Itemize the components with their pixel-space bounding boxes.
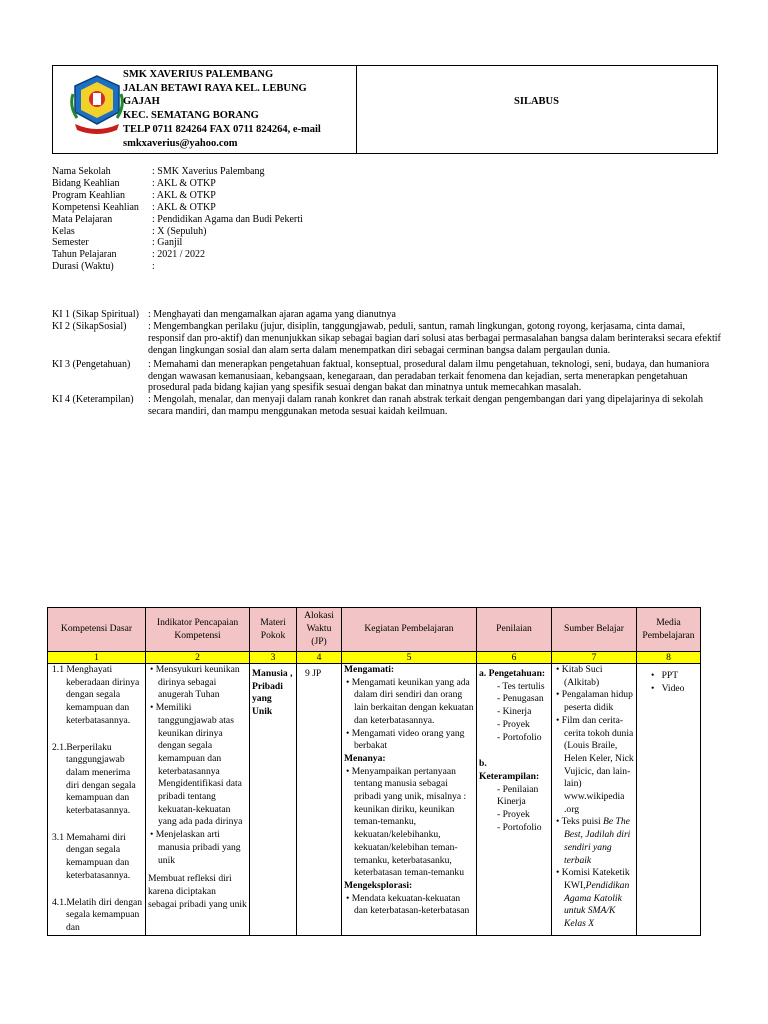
info-value: : AKL & OTKP bbox=[152, 177, 216, 189]
ki-label: KI 1 (Sikap Spiritual) bbox=[52, 309, 139, 320]
syllabus-table bbox=[47, 607, 701, 936]
info-value: : AKL & OTKP bbox=[152, 189, 216, 201]
column-number: 1 bbox=[48, 652, 146, 664]
kegiatan-item: • Mengamati video orang yang berbakat bbox=[346, 727, 465, 752]
alokasi-cell: 9 JP bbox=[297, 664, 342, 936]
info-label: Bidang Keahlian bbox=[52, 177, 120, 189]
info-value: : X (Sepuluh) bbox=[152, 225, 207, 237]
media-item: • Video bbox=[651, 682, 685, 694]
ki-text: : Memahami dan menerapkan pengetahuan faktual, konseptual, prosedural dalam ilmu pengetahuan, teknologi, seni, budaya, dan humaniora dengan wawasan kemanusiaan, kebangsaan, kenegaraan, dan peradaban terkait fenomena dan kejadian, serta menerapkan pengetahuan prosedural pada bidang kajian yang spesifik sesuai dengan bakat dan minatnya untuk memecahkan masalah. bbox=[148, 358, 710, 394]
indikator-item: • Mensyukuri keunikan dirinya sebagai anugerah Tuhan bbox=[150, 664, 240, 701]
document-title: SILABUS bbox=[514, 95, 559, 107]
kegiatan-item: • Menyampaikan pertanyaan tentang manusia sebagai pribadi yang unik, misalnya : keunikan diriku, keunikan teman-temanku, kekuatan/kelebihanku, kekuatan/kelebihan teman-temanku, keterbatasanku, keterbatasan teman-temanku bbox=[346, 765, 467, 879]
kegiatan-heading: Mengamati: bbox=[344, 664, 395, 675]
penilaian-item: - Portofolio bbox=[497, 821, 542, 833]
penilaian-item: - Penugasan bbox=[497, 693, 544, 705]
school-address-line: KEC. SEMATANG BORANG bbox=[123, 110, 259, 122]
column-number-row bbox=[48, 652, 701, 664]
kegiatan-heading: Menanya: bbox=[344, 752, 386, 764]
media-cell bbox=[637, 664, 701, 936]
column-number: 6 bbox=[477, 652, 552, 664]
column-header: Indikator Pencapaian Kompetensi bbox=[146, 608, 250, 652]
info-row bbox=[52, 249, 303, 261]
kd-item: 3.1 Memahami diri dengan segala kemampuan dan keterbatasannya. bbox=[52, 831, 131, 881]
column-header: Media Pembelajaran bbox=[637, 608, 701, 652]
sumber-cell bbox=[552, 664, 637, 936]
column-number: 7 bbox=[552, 652, 637, 664]
kd-item: 4.1.Melatih diri dengan segala kemampuan dan bbox=[52, 896, 143, 933]
info-value: : 2021 / 2022 bbox=[152, 249, 206, 261]
column-header: Kegiatan Pembelajaran bbox=[342, 608, 477, 652]
school-email: smkxaverius@yahoo.com bbox=[123, 137, 238, 149]
column-header: Kompetensi Dasar bbox=[48, 608, 146, 652]
table-header-row bbox=[48, 608, 701, 652]
school-logo-icon bbox=[69, 72, 125, 134]
penilaian-item: - Penilaian Kinerja bbox=[497, 783, 539, 808]
column-header: Alokasi Waktu (JP) bbox=[297, 608, 342, 652]
school-address-line: GAJAH bbox=[123, 96, 160, 108]
info-label: Kelas bbox=[52, 225, 75, 237]
info-row bbox=[52, 226, 303, 238]
indikator-item: Membuat refleksi diri karena diciptakan sebagai pribadi yang unik bbox=[148, 873, 247, 910]
column-number: 5 bbox=[342, 652, 477, 664]
info-label: Nama Sekolah bbox=[52, 166, 111, 177]
materi-cell: Manusia , Pribadi yang Unik bbox=[250, 664, 297, 936]
school-phone: TELP 0711 824264 FAX 0711 824264, e-mail bbox=[123, 123, 321, 135]
penilaian-heading: b. Keterampilan: bbox=[479, 758, 540, 782]
kd-item: 1.1 Menghayati keberadaan dirinya dengan segala kemampuan dan keterbatasannya. bbox=[52, 664, 140, 726]
column-header: Materi Pokok bbox=[250, 608, 297, 652]
info-row bbox=[52, 178, 303, 190]
sumber-item: • Komisi Kateketik KWI,Pendidikan Agama Katolik untuk SMA/K Kelas X bbox=[556, 867, 630, 930]
course-info bbox=[52, 166, 303, 273]
kegiatan-item: • Mengamati keunikan yang ada dalam diri sendiri dan orang lain berkaitan dengan kekuatan dan keterbatasannya. bbox=[346, 676, 474, 726]
ki-label: KI 4 (Keterampilan) bbox=[52, 394, 134, 406]
ki-row bbox=[52, 359, 722, 395]
info-row bbox=[52, 214, 303, 226]
ki-label: KI 3 (Pengetahuan) bbox=[52, 358, 131, 370]
ki-text: : Menghayati dan mengamalkan ajaran agama yang dianutnya bbox=[148, 309, 396, 320]
ki-label: KI 2 (SikapSosial) bbox=[52, 320, 127, 332]
kegiatan-heading: Mengeksplorasi: bbox=[344, 879, 413, 891]
ki-row bbox=[52, 321, 722, 357]
school-address-line: JALAN BETAWI RAYA KEL. LEBUNG bbox=[123, 82, 307, 94]
sumber-item: • Film dan cerita-cerita tokoh dunia (Louis Braile, Helen Keler, Nick Vujicic, dan lain-lain) www.wikipedia .org bbox=[556, 714, 634, 815]
ki-text: : Mengolah, menalar, dan menyaji dalam ranah konkret dan ranah abstrak terkait dengan pengembangan dari yang dipelajarinya di sekolah secara mandiri, dan mampu menggunakan metoda sesuai kaidah keilmuan. bbox=[148, 394, 703, 418]
document-header bbox=[52, 65, 718, 154]
info-label: Tahun Pelajaran bbox=[52, 249, 117, 261]
info-value: : bbox=[152, 261, 155, 273]
penilaian-item: - Proyek bbox=[497, 809, 530, 821]
ki-row bbox=[52, 309, 722, 321]
penilaian-item: - Kinerja bbox=[497, 706, 532, 718]
column-header: Sumber Belajar bbox=[552, 608, 637, 652]
info-value: : Ganjil bbox=[152, 237, 183, 249]
info-row bbox=[52, 202, 303, 214]
kd-cell bbox=[48, 664, 146, 936]
ki-row bbox=[52, 394, 722, 418]
info-row bbox=[52, 237, 303, 249]
column-number: 8 bbox=[637, 652, 701, 664]
ki-text: : Mengembangkan perilaku (jujur, disiplin, tanggungjawab, peduli, santun, ramah lingkungan, gotong royong, kerjasama, cinta damai, responsif dan pro-aktif) dan menunjukkan sikap sebagai bagian dari solusi atas berbagai permasalahan bangsa dalam berinteraksi secara efektif dengan lingkungan sosial dan alam serta dalam menempatkan diri sebagai cerminan bangsa dalam pergaulan dunia. bbox=[148, 320, 721, 356]
info-label: Semester bbox=[52, 237, 89, 249]
kegiatan-cell bbox=[342, 664, 477, 936]
indikator-item: • Memiliki tanggungjawab atas keunikan dirinya dengan segala kemampuan dan keterbatasannya Mengidentifikasi data pribadi tentang kekuatan-kekuatan yang ada pada dirinya bbox=[150, 702, 243, 828]
info-row bbox=[52, 166, 303, 178]
penilaian-item: - Proyek bbox=[497, 718, 530, 730]
penilaian-cell bbox=[477, 664, 552, 936]
school-name: SMK XAVERIUS PALEMBANG bbox=[123, 69, 274, 80]
info-row bbox=[52, 190, 303, 202]
media-item: • PPT bbox=[651, 670, 679, 681]
info-value: : SMK Xaverius Palembang bbox=[152, 166, 265, 177]
penilaian-item: - Tes tertulis bbox=[497, 680, 545, 692]
column-header: Penilaian bbox=[477, 608, 552, 652]
column-number: 4 bbox=[297, 652, 342, 664]
indikator-item: • Menjelaskan arti manusia pribadi yang unik bbox=[150, 829, 241, 866]
sumber-item: • Kitab Suci (Alkitab) bbox=[556, 664, 603, 688]
kegiatan-item: • Mendata kekuatan-kekuatan dan keterbatasan-keterbatasan bbox=[346, 892, 470, 917]
info-row bbox=[52, 261, 303, 273]
penilaian-heading: a. Pengetahuan: bbox=[479, 668, 546, 679]
info-value: : AKL & OTKP bbox=[152, 201, 216, 213]
info-label: Kompetensi Keahlian bbox=[52, 201, 139, 213]
penilaian-item: - Portofolio bbox=[497, 731, 542, 743]
indikator-cell bbox=[146, 664, 250, 936]
column-number: 2 bbox=[146, 652, 250, 664]
sumber-item: • Pengalaman hidup peserta didik bbox=[556, 689, 633, 714]
column-number: 3 bbox=[250, 652, 297, 664]
info-value: : Pendidikan Agama dan Budi Pekerti bbox=[152, 213, 303, 225]
sumber-item: • Teks puisi Be The Best, Jadilah diri sendiri yang terbaik bbox=[556, 816, 631, 866]
school-identity bbox=[123, 68, 353, 150]
info-label: Program Keahlian bbox=[52, 189, 126, 201]
school-header-cell bbox=[53, 66, 357, 153]
table-row bbox=[48, 664, 701, 936]
info-label: Mata Pelajaran bbox=[52, 213, 113, 225]
core-competencies bbox=[52, 309, 722, 418]
info-label: Durasi (Waktu) bbox=[52, 261, 114, 273]
kd-item: 2.1.Berperilaku tanggungjawab dalam menerima diri dengan segala kemampuan dan keterbatasannya. bbox=[52, 741, 136, 817]
